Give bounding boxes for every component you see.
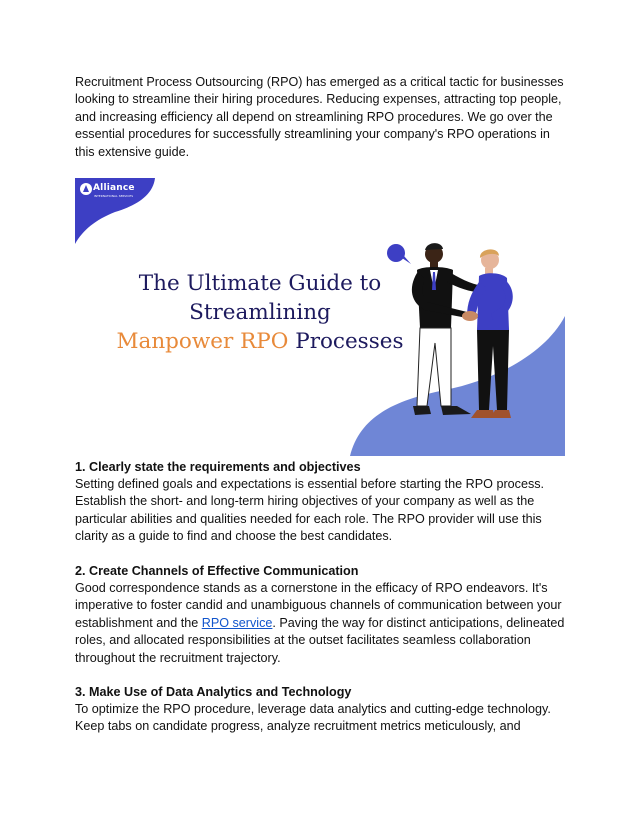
banner-title-rest: Processes bbox=[288, 329, 404, 354]
banner-image bbox=[75, 178, 565, 456]
rpo-service-link[interactable]: RPO service bbox=[201, 615, 273, 630]
speech-bubble-icon bbox=[387, 244, 405, 262]
handshake bbox=[462, 311, 478, 321]
brand-logo-subtitle: INTERNATIONAL SERVICES bbox=[94, 194, 134, 198]
section-2-body bbox=[75, 580, 565, 667]
banner-title-line1: The Ultimate Guide to bbox=[138, 271, 382, 296]
section-2-heading: 2. Create Channels of Effective Communication bbox=[75, 564, 359, 578]
brand-logo-name: Alliance bbox=[93, 183, 135, 193]
section-3-heading: 3. Make Use of Data Analytics and Technology bbox=[75, 685, 352, 699]
intro-paragraph: Recruitment Process Outsourcing (RPO) has emerged as a critical tactic for businesses looking to streamline their hiring procedures. Reducing expenses, attracting top people, and increasing efficiency all depend on streamlining RPO procedures. We go over the essential procedures for successfully streamlining your company's RPO operations in this extensive guide. bbox=[75, 75, 564, 159]
banner-title-accent: Manpower RPO bbox=[116, 329, 289, 354]
section-3-body: To optimize the RPO procedure, leverage data analytics and cutting-edge technology. Keep tabs on candidate progress, analyze recruitment metrics meticulously, and bbox=[75, 702, 551, 734]
section-2-body-start: Good correspondence stands as a cornerstone in the efficacy of RPO endeavors. It's imperative to foster candid and unambiguous channels of communication between your establishment and the bbox=[75, 581, 562, 630]
section-2-body-end: . Paving the way for distinct anticipations, delineated roles, and allocated responsibilities at the outset facilitates seamless collaboration throughout the recruitment trajectory. bbox=[75, 615, 565, 665]
banner-title-line3 bbox=[105, 328, 415, 356]
section-1-heading: 1. Clearly state the requirements and objectives bbox=[75, 460, 361, 474]
section-1-body: Setting defined goals and expectations is essential before starting the RPO process. Establish the short- and long-term hiring objectives of your company as well as the particular abilities and qualities needed for each role. The RPO provider will use this clarity as a guide to find and choose the best candidates. bbox=[75, 477, 545, 544]
banner-title-line2: Streamlining bbox=[189, 300, 331, 325]
